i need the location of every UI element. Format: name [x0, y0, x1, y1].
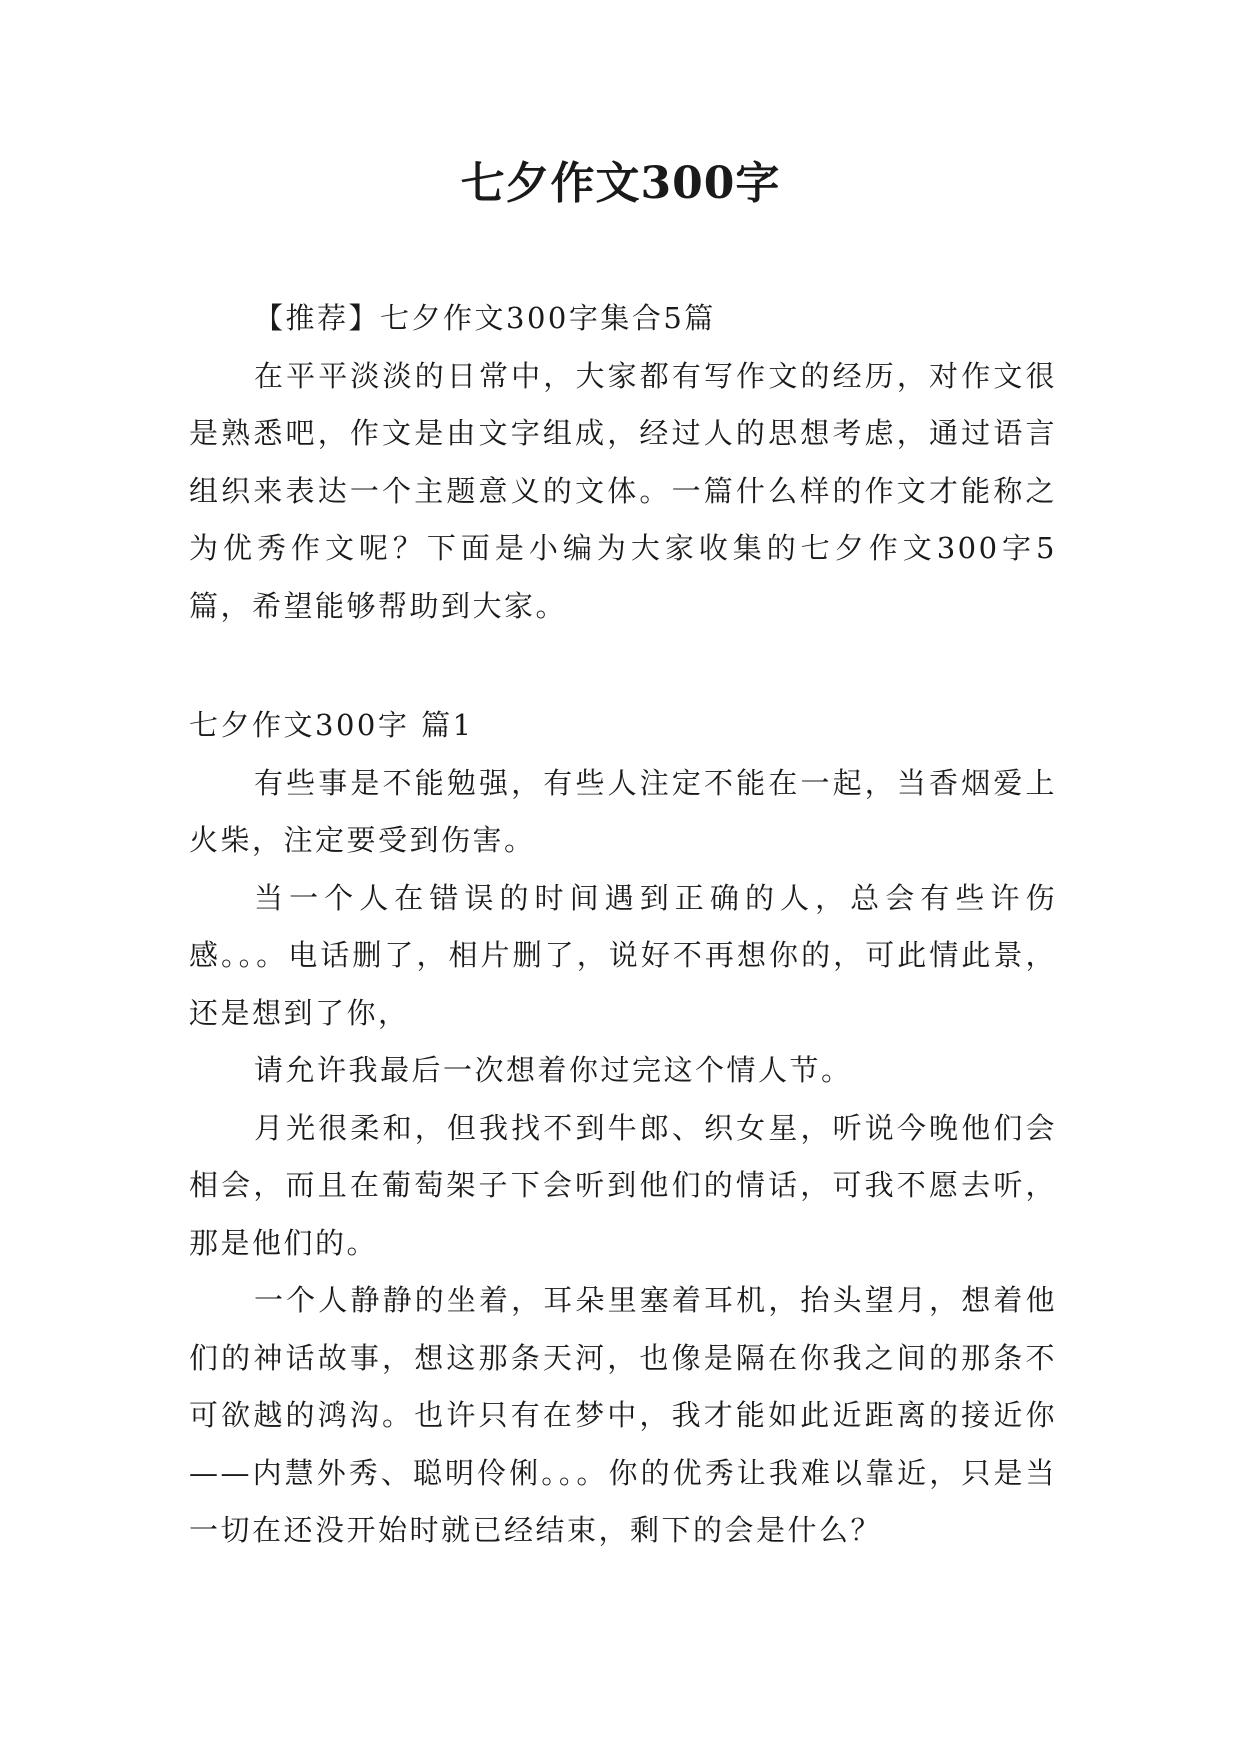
- article-paragraph: 月光很柔和，但我找不到牛郎、织女星，听说今晚他们会相会，而且在葡萄架子下会听到他们的情话，可我不愿去听，那是他们的。: [189, 1110, 1057, 1260]
- article-paragraph: 请允许我最后一次想着你过完这个情人节。: [254, 1053, 853, 1087]
- article-paragraph: 一个人静静的坐着，耳朵里塞着耳机，抬头望月，想着他们的神话故事，想这那条天河，也像是隔在你我之间的那条不可欲越的鸿沟。也许只有在梦中，我才能如此近距离的接近你——内慧外秀、聪明伶俐。。。你的优秀让我难以靠近，只是当一切在还没开始时就已经结束，剩下的会是什么？: [189, 1283, 1057, 1547]
- document-title: 七夕作文300字: [460, 158, 781, 209]
- article-paragraph: 当一个人在错误的时间遇到正确的人，总会有些许伤感。。。电话删了，相片删了，说好不再想你的，可此情此景，还是想到了你，: [189, 880, 1057, 1030]
- intro-section: [189, 290, 1057, 635]
- intro-paragraph: 在平平淡淡的日常中，大家都有写作文的经历，对作文很是熟悉吧，作文是由文字组成，经过人的思想考虑，通过语言组织来表达一个主题意义的文体。一篇什么样的作文才能称之为优秀作文呢？下面是小编为大家收集的七夕作文300字5篇，希望能够帮助到大家。: [189, 358, 1057, 623]
- article-paragraph: 有些事是不能勉强，有些人注定不能在一起，当香烟爱上火柴，注定要受到伤害。: [189, 765, 1057, 857]
- recommend-line: 【推荐】七夕作文300字集合5篇: [254, 301, 716, 335]
- article-heading: 七夕作文300字 篇1: [189, 708, 474, 742]
- article-section: [189, 697, 1057, 1560]
